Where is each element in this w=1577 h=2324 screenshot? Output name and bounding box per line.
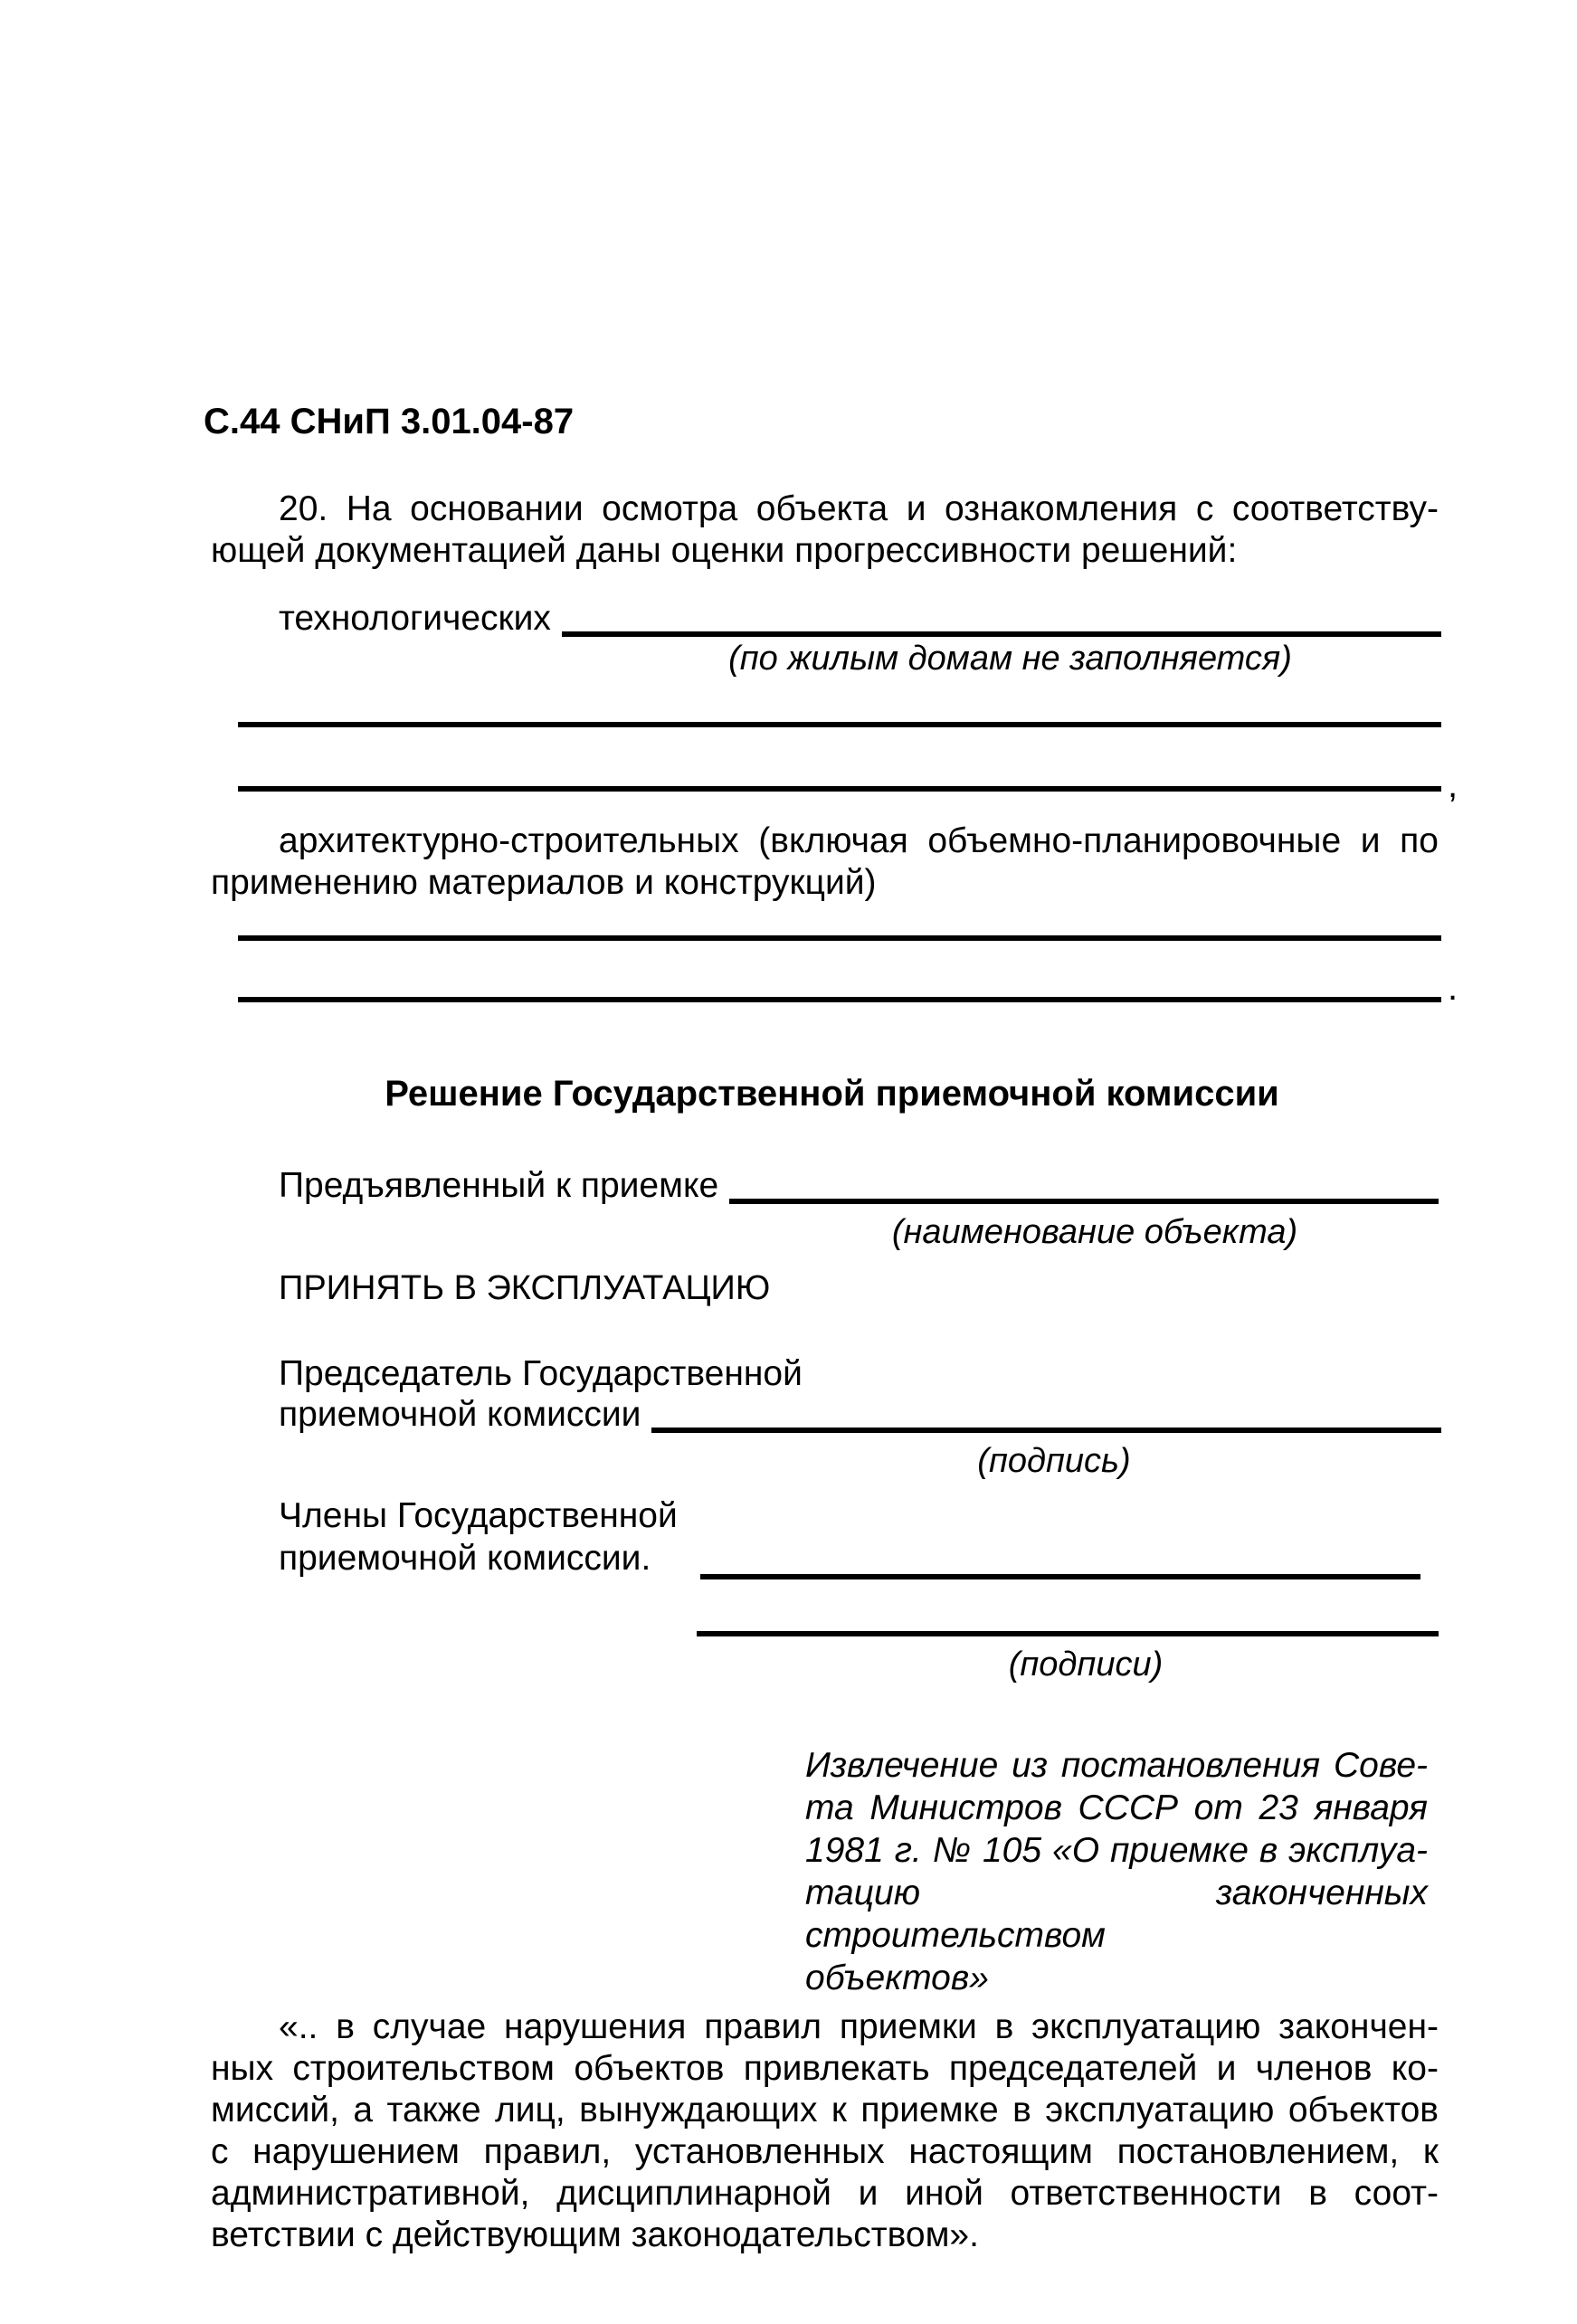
presented-object-blank-line — [729, 1199, 1439, 1204]
chairman-signature-hint: (подпись) — [977, 1442, 1131, 1480]
citation-line: тацию законченных строительством — [805, 1873, 1428, 1955]
members-label-line-1: Члены Государственной — [279, 1496, 678, 1535]
trailing-period: . — [1448, 968, 1458, 1008]
members-signature-blank-line-1 — [700, 1574, 1420, 1579]
members-signature-row — [279, 1538, 1420, 1579]
quote-line: «.. в случае нарушения правил приемки в эксплуатацию закончен- — [279, 2007, 1439, 2046]
blank-line-4 — [238, 997, 1441, 1002]
object-name-hint: (наименование объекта) — [891, 1213, 1298, 1251]
chairman-label-line-2: приемочной комиссии — [279, 1395, 641, 1434]
blank-line-3 — [238, 935, 1441, 941]
technological-field-hint: (по жилым домам не заполняется) — [728, 640, 1292, 678]
members-label-line-2: приемочной комиссии. — [279, 1539, 651, 1578]
technological-label: технологических — [279, 599, 551, 638]
members-signatures-hint: (подписи) — [1008, 1646, 1164, 1684]
page-header: С.44 СНиП 3.01.04-87 — [204, 402, 575, 441]
clause-20-line-1: 20. На основании осмотра объекта и ознакомления с соответству- — [279, 489, 1439, 528]
citation-line: объектов» — [805, 1959, 989, 1997]
presented-object-row — [279, 1165, 1439, 1207]
citation-block — [805, 1744, 1428, 1999]
quote-line: ных строительством объектов привлекать председателей и членов ко- — [211, 2049, 1439, 2088]
quote-line: миссий, а также лиц, вынуждающих к приемке в эксплуатацию объектов — [211, 2091, 1439, 2130]
architectural-line-2: применению материалов и конструкций) — [211, 863, 877, 902]
chairman-signature-row — [279, 1394, 1441, 1436]
accept-into-operation-label: ПРИНЯТЬ В ЭКСПЛУАТАЦИЮ — [279, 1269, 771, 1307]
technological-blank-line — [562, 631, 1441, 637]
citation-line: 1981 г. № 105 «О приемке в эксплуа- — [805, 1831, 1428, 1870]
trailing-comma: , — [1448, 765, 1458, 805]
presented-object-label: Предъявленный к приемке — [279, 1166, 719, 1205]
decision-section-title: Решение Государственной приемочной комиссии — [385, 1074, 1279, 1114]
quote-line: административной, дисциплинарной и иной ответственности в соот- — [211, 2174, 1439, 2213]
blank-line-1 — [238, 722, 1441, 727]
quote-paragraph — [211, 2006, 1439, 2256]
citation-line: та Министров СССР от 23 января — [805, 1788, 1428, 1827]
citation-line: Извлечение из постановления Сове- — [805, 1746, 1428, 1785]
technological-field-row — [279, 598, 1441, 640]
chairman-label-line-1: Председатель Государственной — [279, 1354, 803, 1393]
quote-line: ветствии с действующим законодательством». — [211, 2215, 979, 2254]
chairman-signature-blank-line — [651, 1428, 1441, 1433]
clause-20-line-2: ющей документацией даны оценки прогрессивности решений: — [211, 531, 1238, 570]
blank-line-2 — [238, 786, 1441, 792]
quote-line: с нарушением правил, установленных настоящим постановлением, к — [211, 2132, 1439, 2171]
members-signature-blank-line-2 — [697, 1631, 1439, 1636]
architectural-line-1: архитектурно-строительных (включая объемно-планировочные и по — [279, 821, 1439, 860]
